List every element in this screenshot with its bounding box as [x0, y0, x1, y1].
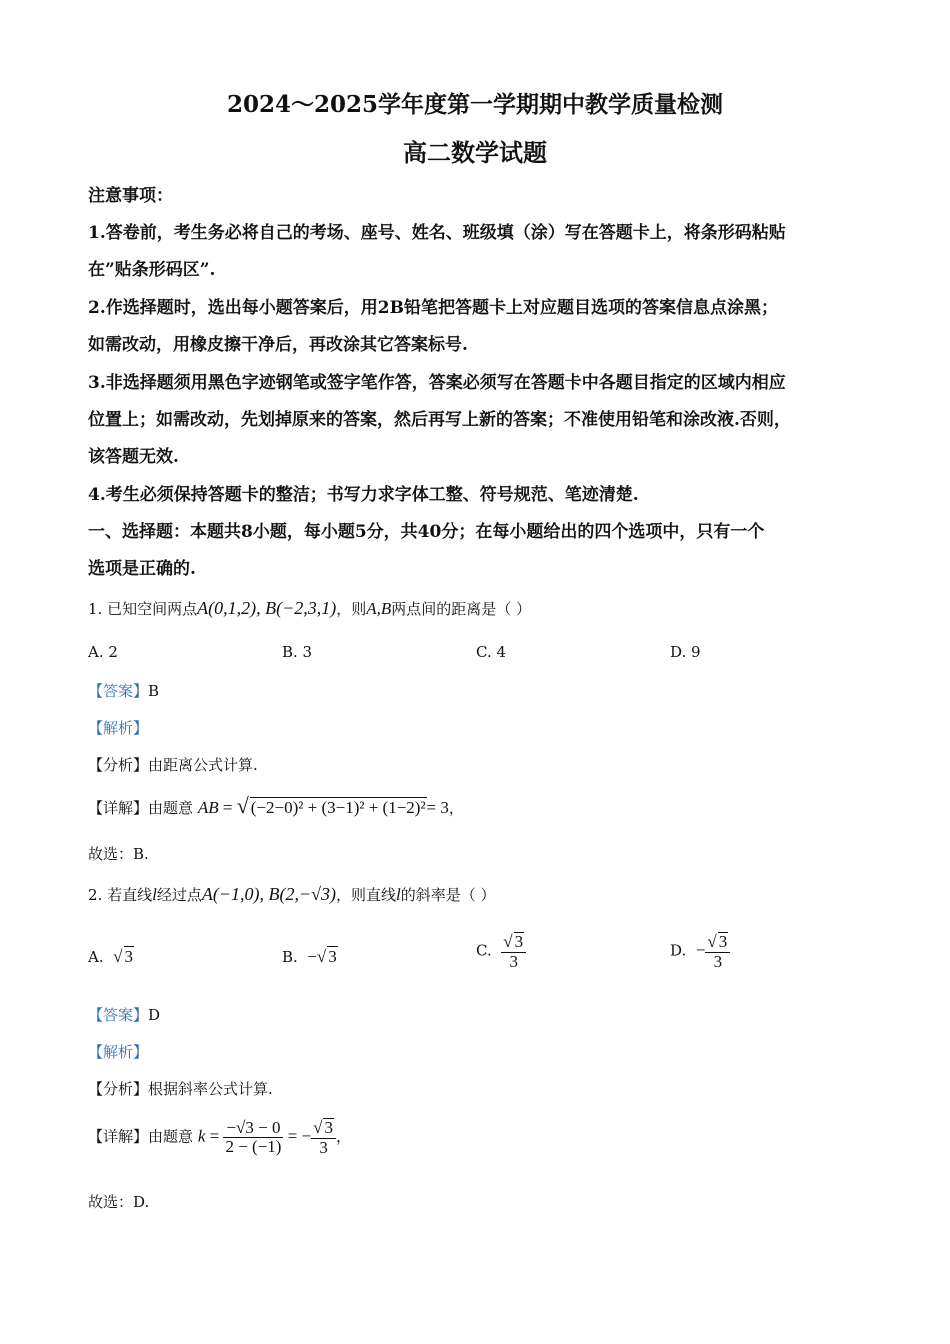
- q2-var: l: [152, 885, 157, 904]
- q1-fenxi-tag: 【分析】: [88, 756, 149, 774]
- q1-conclusion: 故选：B.: [88, 845, 149, 863]
- q2-formula-k: k: [197, 1126, 206, 1146]
- q2-prefix: 2. 若直线: [88, 886, 153, 904]
- notice-line-7: 该答题无效.: [88, 447, 179, 467]
- q1-detail-tag: 【详解】: [88, 799, 149, 817]
- q1-answer: [88, 680, 159, 701]
- notice-line-3: 2.作选择题时，选出每小题答案后，用2B铅笔把答题卡上对应题目选项的答案信息点涂黑；: [88, 298, 778, 318]
- q1-option-a: A. 2: [88, 643, 118, 661]
- section-heading-2: 选项是正确的.: [88, 559, 196, 579]
- notice-line-1: 1.答卷前，考生务必将自己的考场、座号、姓名、班级填（涂）写在答题卡上，将条形码粘贴: [88, 223, 786, 243]
- q1-points: A(0,1,2), B(−2,3,1): [197, 598, 337, 618]
- notice-line-6: 位置上；如需改动，先划掉原来的答案，然后再写上新的答案；不准使用铅笔和涂改液.否则，: [88, 410, 791, 430]
- notice-line-8: 4.考生必须保持答题卡的整洁；书写力求字体工整、符号规范、笔迹清楚.: [88, 485, 639, 505]
- q2-analysis-tag: 【解析】: [88, 1043, 149, 1061]
- q2-mid1: 经过点: [156, 886, 202, 904]
- q1-detail-text: 由题意: [148, 799, 194, 817]
- q2-option-d: D. − $\frac{√ 3}{3}$: [670, 932, 730, 971]
- q2-conclusion: 故选：D.: [88, 1193, 150, 1211]
- q2-fenxi-tag: 【分析】: [88, 1080, 149, 1098]
- q2-detail: 【详解】由题意 k = $\frac{-√3 - 0}{2 - (-1)}$ = − $\frac{√ 3}{3}$ ，: [88, 1117, 351, 1157]
- q1-formula-radicand: (−2−0)² + (3−1)² + (1−2)²: [250, 798, 426, 817]
- q2-fenxi: [88, 1078, 273, 1099]
- q1-fenxi-text: 由距离公式计算.: [148, 756, 258, 774]
- question-1: [88, 598, 531, 619]
- notice-line-5: 3.非选择题须用黑色字迹钢笔或签字笔作答，答案必须写在答题卡中各题目指定的区域内相应: [88, 373, 786, 393]
- exam-title: 2024～2025学年度第一学期期中教学质量检测: [226, 91, 724, 118]
- q2-formula-fraction: $\frac{-√3 - 0}{2 - (-1)}$: [225, 1117, 282, 1157]
- q2-formula-result: $\frac{√ 3}{3}$: [311, 1118, 336, 1157]
- q1-analysis-tag: 【解析】: [88, 719, 149, 737]
- notice-line-2: 在”贴条形码区”.: [88, 260, 216, 280]
- q1-fenxi: [88, 754, 258, 775]
- q2-mid2: ，则直线: [335, 886, 396, 904]
- q1-suffix: 两点间的距离是（ ）: [391, 600, 532, 618]
- q1-prefix: 1. 已知空间两点: [88, 600, 198, 618]
- q2-answer-value: D: [148, 1006, 161, 1024]
- q2-var-2: l: [396, 885, 401, 904]
- q2-option-c: C. $\frac{√ 3}{3}$: [476, 932, 526, 971]
- q2-points: A(−1,0), B(2,−√3): [201, 884, 336, 904]
- section-heading-1: 一、选择题：本题共8小题，每小题5分，共40分；在每小题给出的四个选项中，只有一个: [88, 522, 765, 542]
- q1-option-b: B. 3: [282, 643, 313, 661]
- q1-middle: ，则: [336, 600, 367, 618]
- notice-line-4: 如需改动，用橡皮擦干净后，再改涂其它答案标号.: [88, 335, 468, 355]
- q1-formula-lhs: AB: [197, 798, 219, 817]
- q2-answer: [88, 1004, 160, 1025]
- q2-answer-tag: 【答案】: [88, 1006, 149, 1024]
- q1-answer-value: B: [148, 682, 160, 700]
- q2-detail-text: 由题意: [148, 1127, 194, 1146]
- notice-heading: 注意事项：: [88, 186, 173, 206]
- q2-option-a: A. √ 3: [88, 947, 133, 966]
- q1-answer-tag: 【答案】: [88, 682, 149, 700]
- q1-detail: 【详解】由题意 AB = √ (−2−0)² + (3−1)² + (1−2)²= 3，: [88, 793, 464, 818]
- q1-option-d: D. 9: [670, 643, 701, 661]
- q1-pair: A,B: [366, 599, 392, 618]
- exam-subtitle: 高二数学试题: [403, 138, 547, 167]
- question-2: [88, 884, 496, 905]
- q2-option-b: B. −√ 3: [282, 947, 337, 966]
- q2-suffix: 的斜率是（ ）: [400, 886, 496, 904]
- q1-option-c: C. 4: [476, 643, 507, 661]
- q2-fenxi-text: 根据斜率公式计算.: [148, 1080, 273, 1098]
- q1-formula-result: = 3: [426, 798, 449, 817]
- q2-detail-tag: 【详解】: [88, 1127, 149, 1146]
